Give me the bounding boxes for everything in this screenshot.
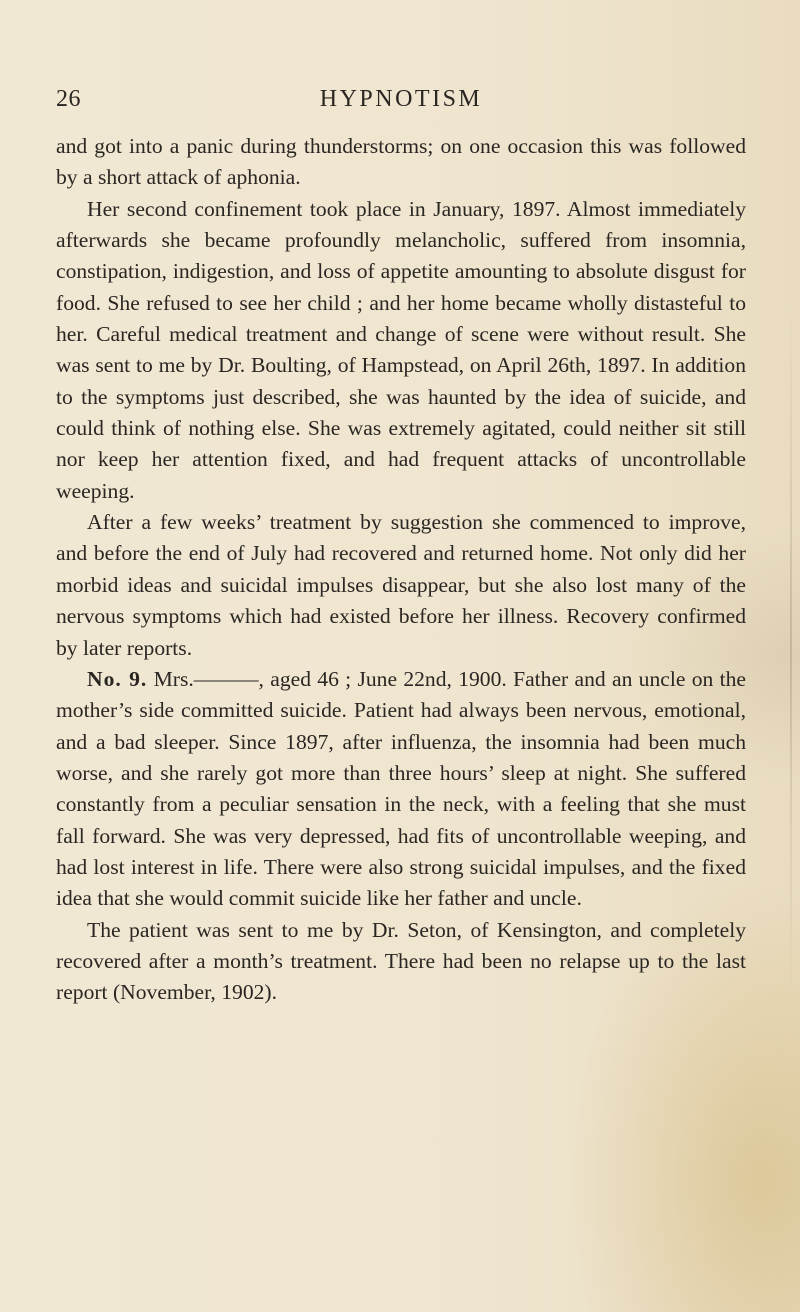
page-number: 26	[56, 86, 81, 112]
paragraph-outcome: The patient was sent to me by Dr. Seton, of Kensington, and completely recovered after a month’s treatment. There had been no relapse up to the last report (November, 1902).	[56, 917, 746, 1005]
paragraph-continuation: and got into a panic during thunderstorms; on one occasion this was followed by a short attack of aphonia.	[56, 134, 746, 190]
running-head: HYPNOTISM	[319, 86, 483, 112]
paragraph-recovery: After a few weeks’ treatment by suggestion she commenced to improve, and before the end of July had recovered and returned home. Not only did her morbid ideas and suicidal impulses disappear, but she also lost many of the nervous symptoms which had existed before her illness. Recovery confirmed by later reports.	[56, 510, 746, 660]
paragraph-case-9	[56, 664, 746, 915]
paragraph-second-confinement: Her second confinement took place in January, 1897. Almost immediately afterwards she became profoundly melancholic, suffered from insomnia, constipation, indigestion, and loss of appetite amounting to absolute disgust for food. She refused to see her child ; and her home became wholly distasteful to her. Careful medical treatment and change of scene were without result. She was sent to me by Dr. Boulting, of Hampstead, on April 26th, 1897. In addition to the symptoms just described, she was haunted by the idea of suicide, and could think of nothing else. She was extremely agitated, could neither sit still nor keep her attention fixed, and had frequent attacks of uncontrollable weeping.	[56, 196, 746, 503]
body-text	[56, 131, 746, 1009]
case-number: No. 9.	[87, 666, 148, 691]
page-edge-shadow	[790, 300, 792, 1000]
page-header	[56, 86, 746, 118]
case-description: Mrs.———, aged 46 ; June 22nd, 1900. Father and an uncle on the mother’s side committed suicide. Patient had always been nervous, emotional, and a bad sleeper. Since 1897, after influenza, the insomnia had been much worse, and she rarely got more than three hours’ sleep at night. She suffered constantly from a peculiar sensation in the neck, with a feeling that she must fall forward. She was very depressed, had fits of uncontrollable weeping, and had lost interest in life. There were also strong suicidal impulses, and the fixed idea that she would commit suicide like her father and uncle.	[56, 666, 746, 911]
